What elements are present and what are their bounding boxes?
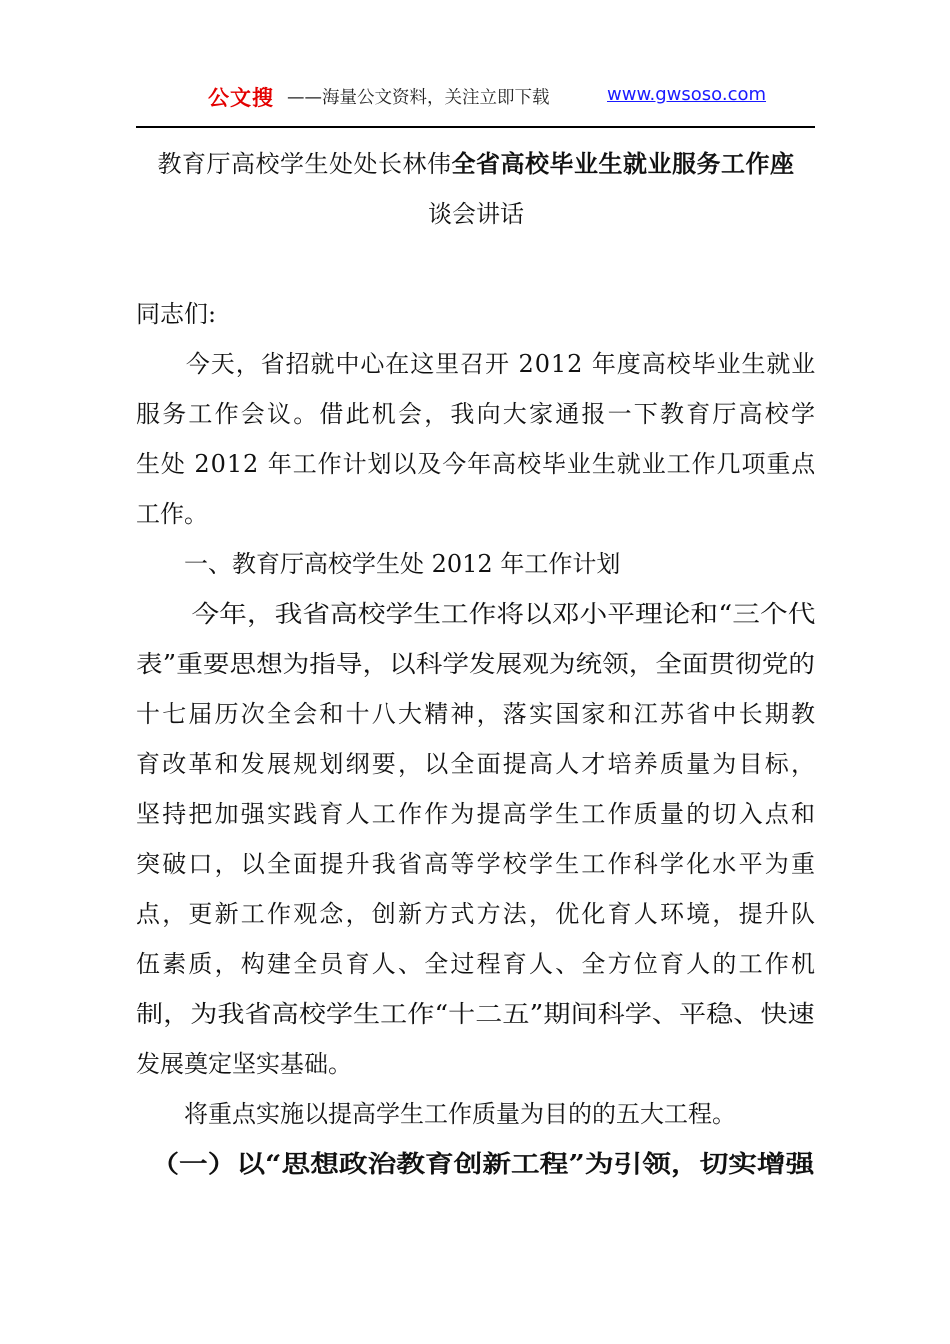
body-line-5: 工作。	[136, 500, 208, 528]
body-line-17: 将重点实施以提高学生工作质量为目的的五大工程。	[136, 1100, 736, 1128]
body-line-11: 坚持把加强实践育人工作作为提高学生工作质量的切入点和	[136, 800, 818, 828]
body-line-14: 伍素质，构建全员育人、全过程育人、全方位育人的工作机	[136, 950, 818, 978]
subsection-heading-1: （一）以“思想政治教育创新工程”为引领，切实增强	[136, 1149, 815, 1178]
site-link[interactable]: www.gwsoso.com	[607, 84, 767, 105]
document-title-line-2: 谈会讲话	[428, 200, 524, 228]
body-line-9: 十七届历次全会和十八大精神，落实国家和江苏省中长期教	[136, 700, 818, 728]
body-line-13: 点，更新工作观念，创新方式方法，优化育人环境，提升队	[136, 900, 818, 928]
brand-logo-text: 公文搜	[208, 86, 274, 110]
body-line-1: 同志们:	[136, 300, 217, 328]
title-bold-part-1: 全省高校毕业生就业服务工作座	[451, 149, 795, 178]
header-tagline: ——海量公文资料，关注立即下载	[287, 88, 550, 108]
body-line-10: 育改革和发展规划纲要，以全面提高人才培养质量为目标，	[136, 750, 818, 778]
page-header	[0, 82, 950, 112]
body-line-12: 突破口，以全面提升我省高等学校学生工作科学化水平为重	[136, 850, 818, 878]
body-line-7: 今年，我省高校学生工作将以邓小平理论和“三个代	[136, 600, 816, 628]
body-line-4: 生处 2012 年工作计划以及今年高校毕业生就业工作几项重点	[136, 450, 817, 478]
body-line-16: 发展奠定坚实基础。	[136, 1050, 352, 1078]
title-prefix: 教育厅高校学生处处长林伟	[157, 150, 452, 178]
body-line-8: 表”重要思想为指导，以科学发展观为统领，全面贯彻党的	[136, 650, 816, 678]
section-heading-1: 一、教育厅高校学生处 2012 年工作计划	[136, 550, 621, 578]
body-line-2: 今天，省招就中心在这里召开 2012 年度高校毕业生就业	[136, 350, 817, 378]
document-title-line-1	[136, 149, 816, 179]
body-line-15: 制，为我省高校学生工作“十二五”期间科学、平稳、快速	[136, 1000, 815, 1028]
header-divider	[136, 126, 815, 128]
body-line-3: 服务工作会议。借此机会，我向大家通报一下教育厅高校学	[136, 400, 818, 428]
